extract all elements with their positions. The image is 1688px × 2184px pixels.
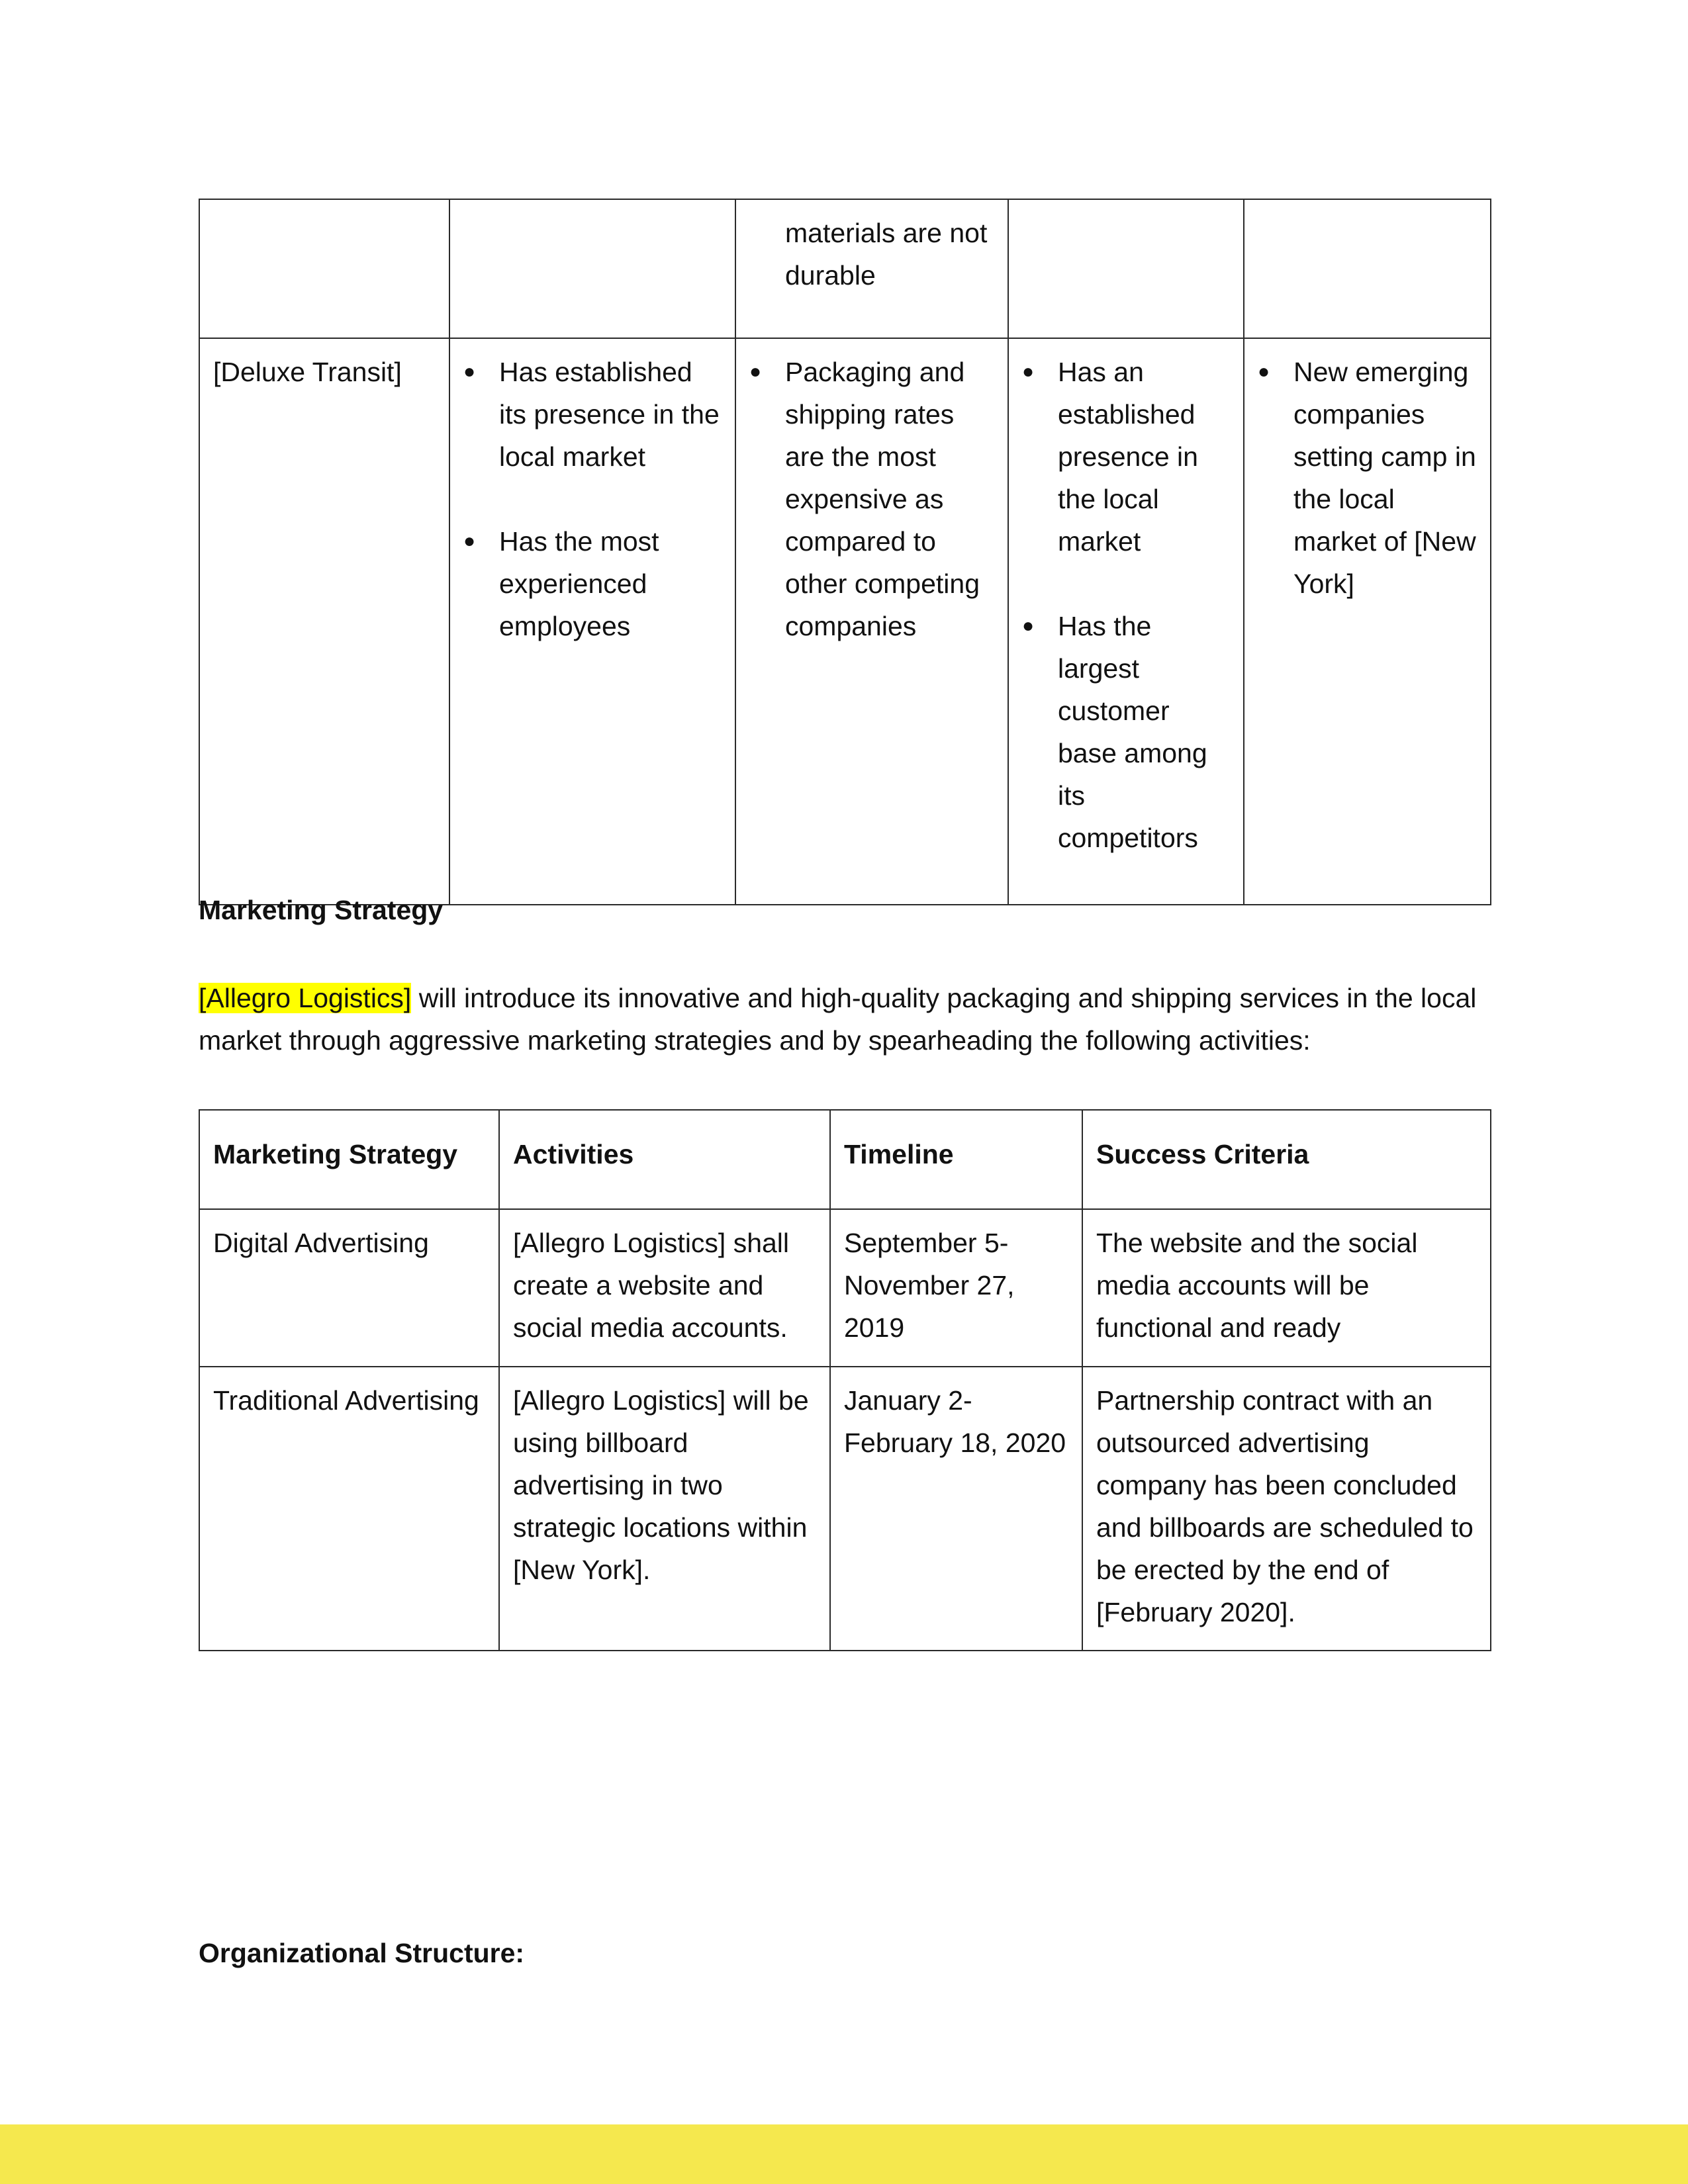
company-name-cell: [Deluxe Transit] — [199, 338, 449, 905]
list-item: ● Has established its presence in the local market — [463, 351, 722, 478]
activities-cell: [Allegro Logistics] shall create a website and social media accounts. — [499, 1209, 830, 1367]
table-cell — [735, 199, 1008, 338]
threats-list — [1258, 351, 1477, 605]
list-item: ● Has an established presence in the local market — [1022, 351, 1230, 563]
column-header: Activities — [499, 1110, 830, 1209]
section-heading-marketing: Marketing Strategy — [199, 895, 444, 925]
table-header-row — [199, 1110, 1491, 1209]
strengths-list — [463, 351, 722, 647]
table-row — [199, 338, 1491, 905]
opportunities-cell — [1008, 338, 1244, 905]
opportunities-list — [1022, 351, 1230, 859]
marketing-intro-paragraph — [199, 977, 1490, 1062]
marketing-plan-table — [199, 1109, 1491, 1651]
highlighted-company-name: [Allegro Logistics] — [199, 983, 412, 1013]
section-heading-org-structure: Organizational Structure: — [199, 1938, 525, 1968]
competitor-analysis-table — [199, 199, 1491, 905]
list-item: ● Packaging and shipping rates are the most expensive as compared to other competing companies — [749, 351, 994, 647]
table-cell — [1008, 199, 1244, 338]
success-criteria-cell: The website and the social media accounts will be functional and ready — [1082, 1209, 1491, 1367]
table-cell — [1244, 199, 1491, 338]
success-criteria-cell: Partnership contract with an outsourced advertising company has been concluded and billboards are scheduled to be erected by the end of [February 2020]. — [1082, 1367, 1491, 1651]
weakness-continuation: materials are not durable — [785, 218, 988, 291]
column-header: Timeline — [830, 1110, 1082, 1209]
table-row — [199, 1209, 1491, 1367]
column-header: Marketing Strategy — [199, 1110, 499, 1209]
table-cell — [199, 199, 449, 338]
footer-band — [0, 2124, 1688, 2184]
timeline-cell: September 5-November 27, 2019 — [830, 1209, 1082, 1367]
list-item: ● New emerging companies setting camp in the local market of [New York] — [1258, 351, 1477, 605]
intro-text: will introduce its innovative and high-quality packaging and shipping services in the local market through aggressive marketing strategies and by spearheading the following activities: — [199, 983, 1477, 1056]
activities-cell: [Allegro Logistics] will be using billboard advertising in two strategic locations within [New York]. — [499, 1367, 830, 1651]
threats-cell — [1244, 338, 1491, 905]
strategy-cell: Traditional Advertising — [199, 1367, 499, 1651]
table-row — [199, 199, 1491, 338]
table-row — [199, 1367, 1491, 1651]
column-header: Success Criteria — [1082, 1110, 1491, 1209]
strategy-cell: Digital Advertising — [199, 1209, 499, 1367]
weaknesses-list — [749, 351, 994, 647]
list-item: ● Has the largest customer base among its competitors — [1022, 605, 1230, 859]
table-cell — [449, 199, 735, 338]
list-item: ● Has the most experienced employees — [463, 520, 722, 647]
weaknesses-cell — [735, 338, 1008, 905]
timeline-cell: January 2-February 18, 2020 — [830, 1367, 1082, 1651]
strengths-cell — [449, 338, 735, 905]
